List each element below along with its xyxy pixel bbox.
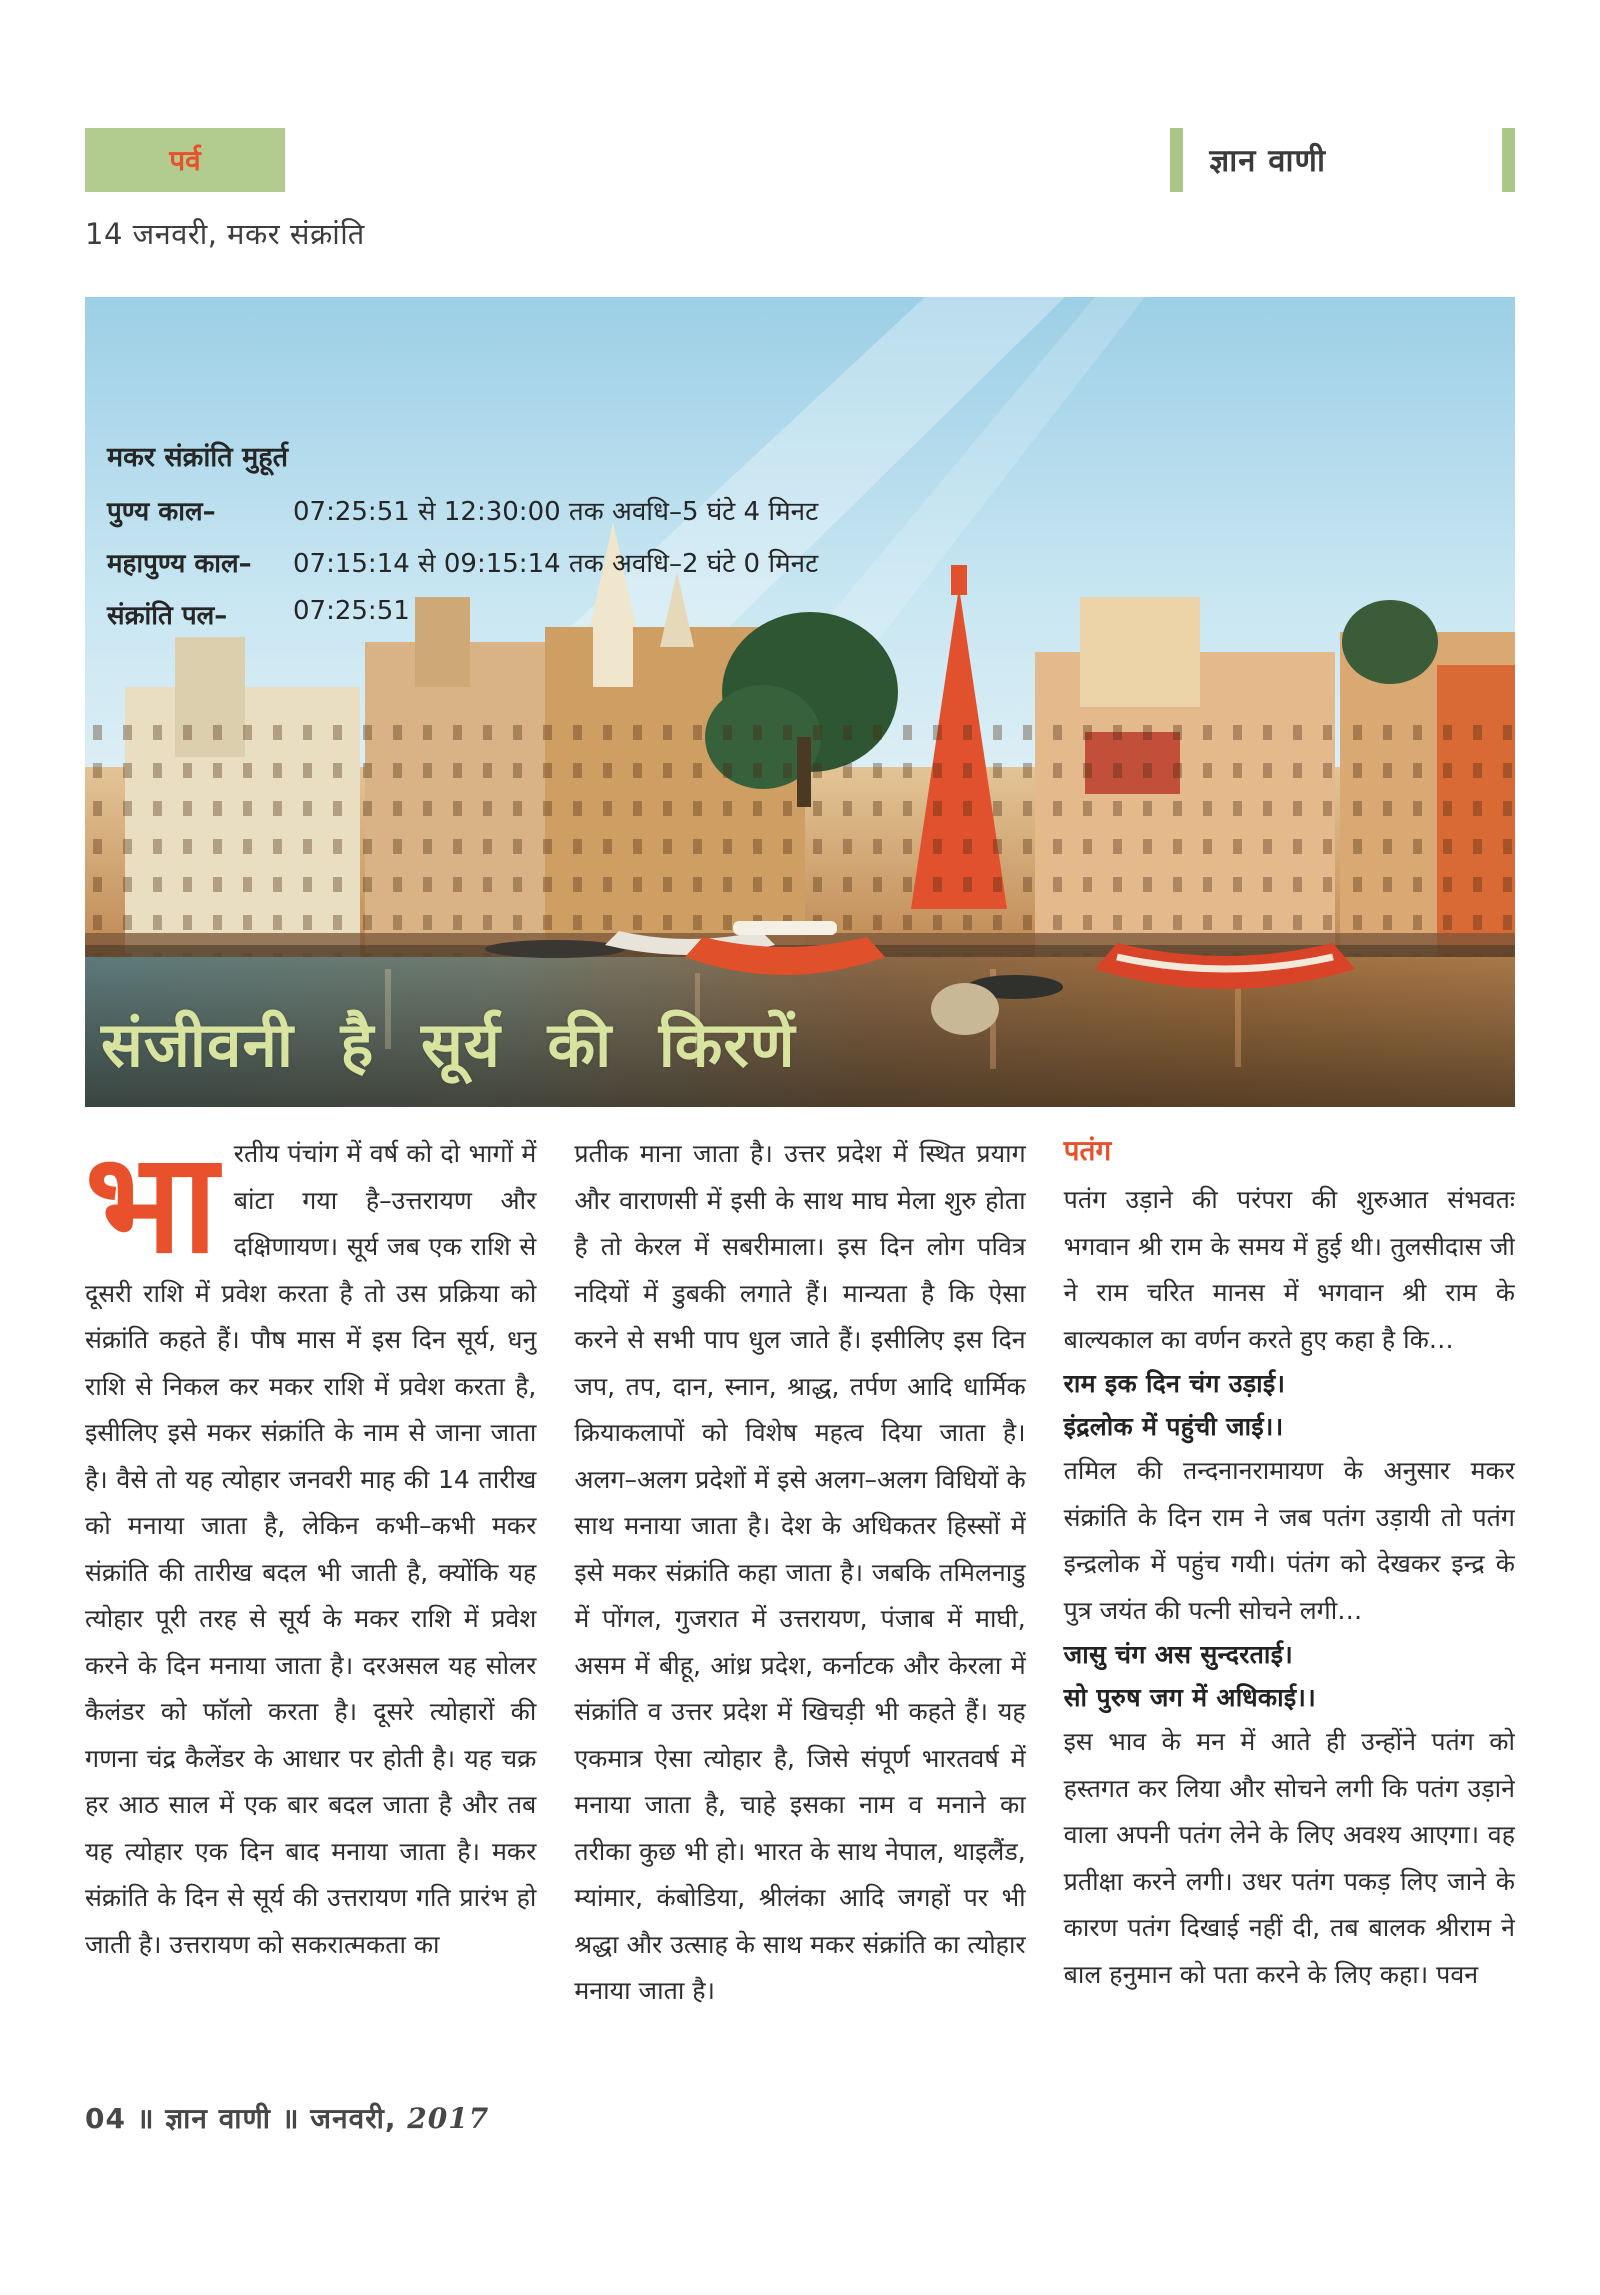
masthead-title: ज्ञान वाणी xyxy=(1209,143,1326,179)
ghats-photo xyxy=(85,297,1515,1107)
kite-section-heading: पतंग xyxy=(1063,1134,1112,1167)
section-badge xyxy=(85,128,285,192)
article-column-1 xyxy=(85,1131,536,2073)
verse-line: सो पुरुष जग में अधिकाई।। xyxy=(1063,1682,1316,1712)
article-headline: संजीवनी है सूर्य की किरणें xyxy=(101,1008,796,1081)
dropcap: भा xyxy=(85,1131,218,1284)
muhurta-panel xyxy=(107,437,818,632)
muhurta-table xyxy=(107,492,818,632)
muhurta-row-value: 07:15:14 से 09:15:14 तक अवधि–2 घंटे 0 मिनट xyxy=(293,549,819,579)
article-column-3 xyxy=(1064,1131,1515,2073)
article-column-2 xyxy=(574,1131,1025,2073)
article-body xyxy=(85,1131,1515,2073)
masthead-right-bar xyxy=(1502,128,1515,192)
footer-text: 04 ॥ ज्ञान वाणी ॥ जनवरी, xyxy=(85,2102,397,2135)
muhurta-row-value: 07:25:51 xyxy=(293,596,410,626)
page-header xyxy=(85,128,1515,192)
muhurta-row-label: पुण्य काल– xyxy=(107,497,216,527)
verse-line: राम इक दिन चंग उड़ाई। xyxy=(1063,1369,1286,1399)
verse-line: इंद्रलोक में पहुंची जाई।। xyxy=(1063,1411,1284,1441)
masthead-left-bar xyxy=(1170,128,1183,192)
verse-line: जासु चंग अस सुन्दरताई। xyxy=(1063,1640,1294,1670)
masthead xyxy=(1170,128,1515,192)
muhurta-row-label: संक्रांति पल– xyxy=(107,601,228,631)
kite-paragraph-3: इस भाव के मन में आते ही उन्होंने पतंग को हस्तगत कर लिया और सोचने लगी कि पतंग उड़ाने वाला अपनी पतंग लेने के लिए अवश्य आएगा। वह प्रतीक्षा करने लगी। उधर पतंग पकड़ लिए जाने के कारण पतंग दिखाई नहीं दी, तब बालक श्रीराम ने बाल हनुमान को पता करने के लिए कहा। पवन xyxy=(1063,1727,1515,1989)
round-basket-boat xyxy=(931,983,999,1035)
ghats-photo-art xyxy=(85,297,1515,1107)
muhurta-row-value: 07:25:51 से 12:30:00 तक अवधि–5 घंटे 4 मिनट xyxy=(293,497,819,527)
column-1-text: रतीय पंचांग में वर्ष को दो भागों में बांटा गया है–उत्तरायण और दक्षिणायण। सूर्य जब एक राशि से दूसरी राशि में प्रवेश करता है तो उस प्रक्रिया को संक्रांति कहते हैं। पौष मास में इस दिन सूर्य, धनु राशि से निकल कर मकर राशि में प्रवेश करता है, इसीलिए इसे मकर संक्रांति के नाम से जाना जाता है। वैसे तो यह त्योहार जनवरी माह की 14 तारीख को मनाया जाता है, लेकिन कभी–कभी मकर संक्रांति की तारीख बदल भी जाती है, क्योंकि यह त्योहार पूरी तरह से सूर्य के मकर राशि में प्रवेश करने के दिन मनाया जाता है। दरअसल यह सोलर कैलंडर को फॉलो करता है। दूसरे त्योहारों की गणना चंद्र कैलेंडर के आधार पर होती है। यह चक्र हर आठ साल में एक बार बदल जाता है और तब यह त्योहार एक दिन बाद मनाया जाता है। मकर संक्रांति के दिन से सूर्य की उत्तरायण गति प्रारंभ हो जाती है। उत्तरायण को सकरात्मकता का xyxy=(85,1139,537,1959)
muhurta-title: मकर संक्रांति मुहूर्त xyxy=(107,442,288,473)
boat-shape xyxy=(485,940,625,958)
column-2-text: प्रतीक माना जाता है। उत्तर प्रदेश में स्थित प्रयाग और वाराणसी में इसी के साथ माघ मेला शुरु होता है तो केरल में सबरीमाला। इस दिन लोग पवित्र नदियों में डुबकी लगाते हैं। मान्यता है कि ऐसा करने से सभी पाप धुल जाते हैं। इसीलिए इस दिन जप, तप, दान, स्नान, श्राद्ध, तर्पण आदि धार्मिक क्रियाकलापों को विशेष महत्व दिया जाता है। अलग–अलग प्रदेशों में इसे अलग–अलग विधियों के साथ मनाया जाता है। देश के अधिकतर हिस्सों में इसे मकर संक्रांति कहा जाता है। जबकि तमिलनाडु में पोंगल, गुजरात में उत्तरायण, पंजाब में माघी, असम में बीहू, आंध्र प्रदेश, कर्नाटक और केरला में संक्रांति व उत्तर प्रदेश में खिचड़ी भी कहते हैं। यह एकमात्र ऐसा त्योहार है, जिसे संपूर्ण भारतवर्ष में मनाया जाता है, चाहे इसका नाम व मनाने का तरीका कुछ भी हो। भारत के साथ नेपाल, थाइलैंड, म्यांमार, कंबोडिया, श्रीलंका आदि जगहों पर भी श्रद्धा और उत्साह के साथ मकर संक्रांति का त्योहार मनाया जाता है। xyxy=(574,1139,1026,2005)
dateline: 14 जनवरी, मकर संक्रांति xyxy=(85,217,365,251)
kite-paragraph-1: पतंग उड़ाने की परंपरा की शुरुआत संभवतः भगवान श्री राम के समय में हुई थी। तुलसीदास जी ने राम चरित मानस में भगवान श्री राम के बाल्यकाल का वर्णन करते हुए कहा है कि… xyxy=(1063,1185,1515,1354)
tree-right-shape xyxy=(1342,600,1438,684)
masthead-spacer xyxy=(1352,128,1502,192)
section-badge-label: पर्व xyxy=(169,144,201,177)
footer-year: 2017 xyxy=(407,2102,490,2135)
muhurta-row-label: महापुण्य काल– xyxy=(107,549,252,579)
kite-paragraph-2: तमिल की तन्दनानरामायण के अनुसार मकर संक्रांति के दिन राम ने जब पतंग उड़ायी तो पतंग इन्द्रलोक में पहुंच गयी। पंतंग को देखकर इन्द्र के पुत्र जयंत की पत्नी सोचने लगी… xyxy=(1063,1456,1515,1625)
page-footer xyxy=(85,2099,1515,2137)
